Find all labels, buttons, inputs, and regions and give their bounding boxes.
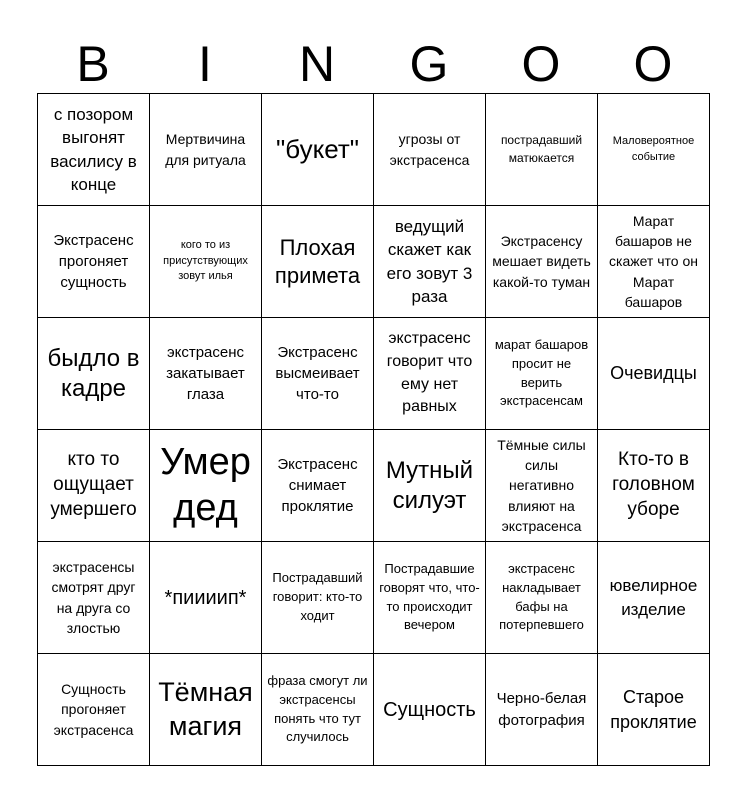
header-letter-b: B xyxy=(76,36,110,92)
bingo-header xyxy=(37,36,709,92)
bingo-cell[interactable]: фраза смогут ли экстрасенсы понять что тут случилось xyxy=(262,654,374,766)
bingo-cell[interactable]: Экстрасенс прогоняет сущность xyxy=(38,206,150,318)
bingo-cell[interactable]: Умер дед xyxy=(150,430,262,542)
bingo-cell[interactable]: кого то из присутствующих зовут илья xyxy=(150,206,262,318)
header-letter-n: N xyxy=(298,36,336,92)
bingo-cell[interactable]: Мертвичина для ритуала xyxy=(150,94,262,206)
bingo-cell[interactable]: Старое проклятие xyxy=(598,654,710,766)
bingo-cell[interactable]: Тёмные силы силы негативно влияют на экстрасенса xyxy=(486,430,598,542)
bingo-cell[interactable]: экстрасенс говорит что ему нет равных xyxy=(374,318,486,430)
header-letter-o-2: O xyxy=(633,36,673,92)
bingo-cell[interactable]: быдло в кадре xyxy=(38,318,150,430)
bingo-cell[interactable]: "букет" xyxy=(262,94,374,206)
bingo-cell[interactable]: *пиииип* xyxy=(150,542,262,654)
bingo-cell[interactable]: Сущность xyxy=(374,654,486,766)
bingo-cell[interactable]: Пострадавшие говорят что, что-то происходит вечером xyxy=(374,542,486,654)
header-letter-g: G xyxy=(409,36,449,92)
bingo-cell[interactable]: Черно-белая фотография xyxy=(486,654,598,766)
bingo-cell[interactable]: Пострадавший говорит: кто-то ходит xyxy=(262,542,374,654)
bingo-cell[interactable]: Мутный силуэт xyxy=(374,430,486,542)
header-letter-i: I xyxy=(198,36,212,92)
bingo-cell[interactable]: кто то ощущает умершего xyxy=(38,430,150,542)
bingo-cell[interactable]: Сущность прогоняет экстрасенса xyxy=(38,654,150,766)
bingo-cell[interactable]: пострадавший матюкается xyxy=(486,94,598,206)
bingo-cell[interactable]: Кто-то в головном уборе xyxy=(598,430,710,542)
bingo-board xyxy=(37,93,710,766)
bingo-cell[interactable]: Плохая примета xyxy=(262,206,374,318)
bingo-cell[interactable]: марат башаров просит не верить экстрасенсам xyxy=(486,318,598,430)
bingo-cell[interactable]: экстрасенс накладывает бафы на потерпевшего xyxy=(486,542,598,654)
bingo-cell[interactable]: Марат башаров не скажет что он Марат башаров xyxy=(598,206,710,318)
bingo-cell[interactable]: ведущий скажет как его зовут 3 раза xyxy=(374,206,486,318)
bingo-cell[interactable]: угрозы от экстрасенса xyxy=(374,94,486,206)
header-letter-o: O xyxy=(521,36,561,92)
bingo-cell[interactable]: экстрасенсы смотрят друг на друга со злостью xyxy=(38,542,150,654)
bingo-cell[interactable]: Экстрасенсу мешает видеть какой-то туман xyxy=(486,206,598,318)
bingo-cell[interactable]: экстрасенс закатывает глаза xyxy=(150,318,262,430)
bingo-cell[interactable]: Экстрасенс снимает проклятие xyxy=(262,430,374,542)
bingo-cell[interactable]: ювелирное изделие xyxy=(598,542,710,654)
bingo-cell[interactable]: Экстрасенс высмеивает что-то xyxy=(262,318,374,430)
bingo-cell[interactable]: с позором выгонят василису в конце xyxy=(38,94,150,206)
bingo-cell[interactable]: Маловероятное событие xyxy=(598,94,710,206)
bingo-cell[interactable]: Тёмная магия xyxy=(150,654,262,766)
bingo-cell[interactable]: Очевидцы xyxy=(598,318,710,430)
